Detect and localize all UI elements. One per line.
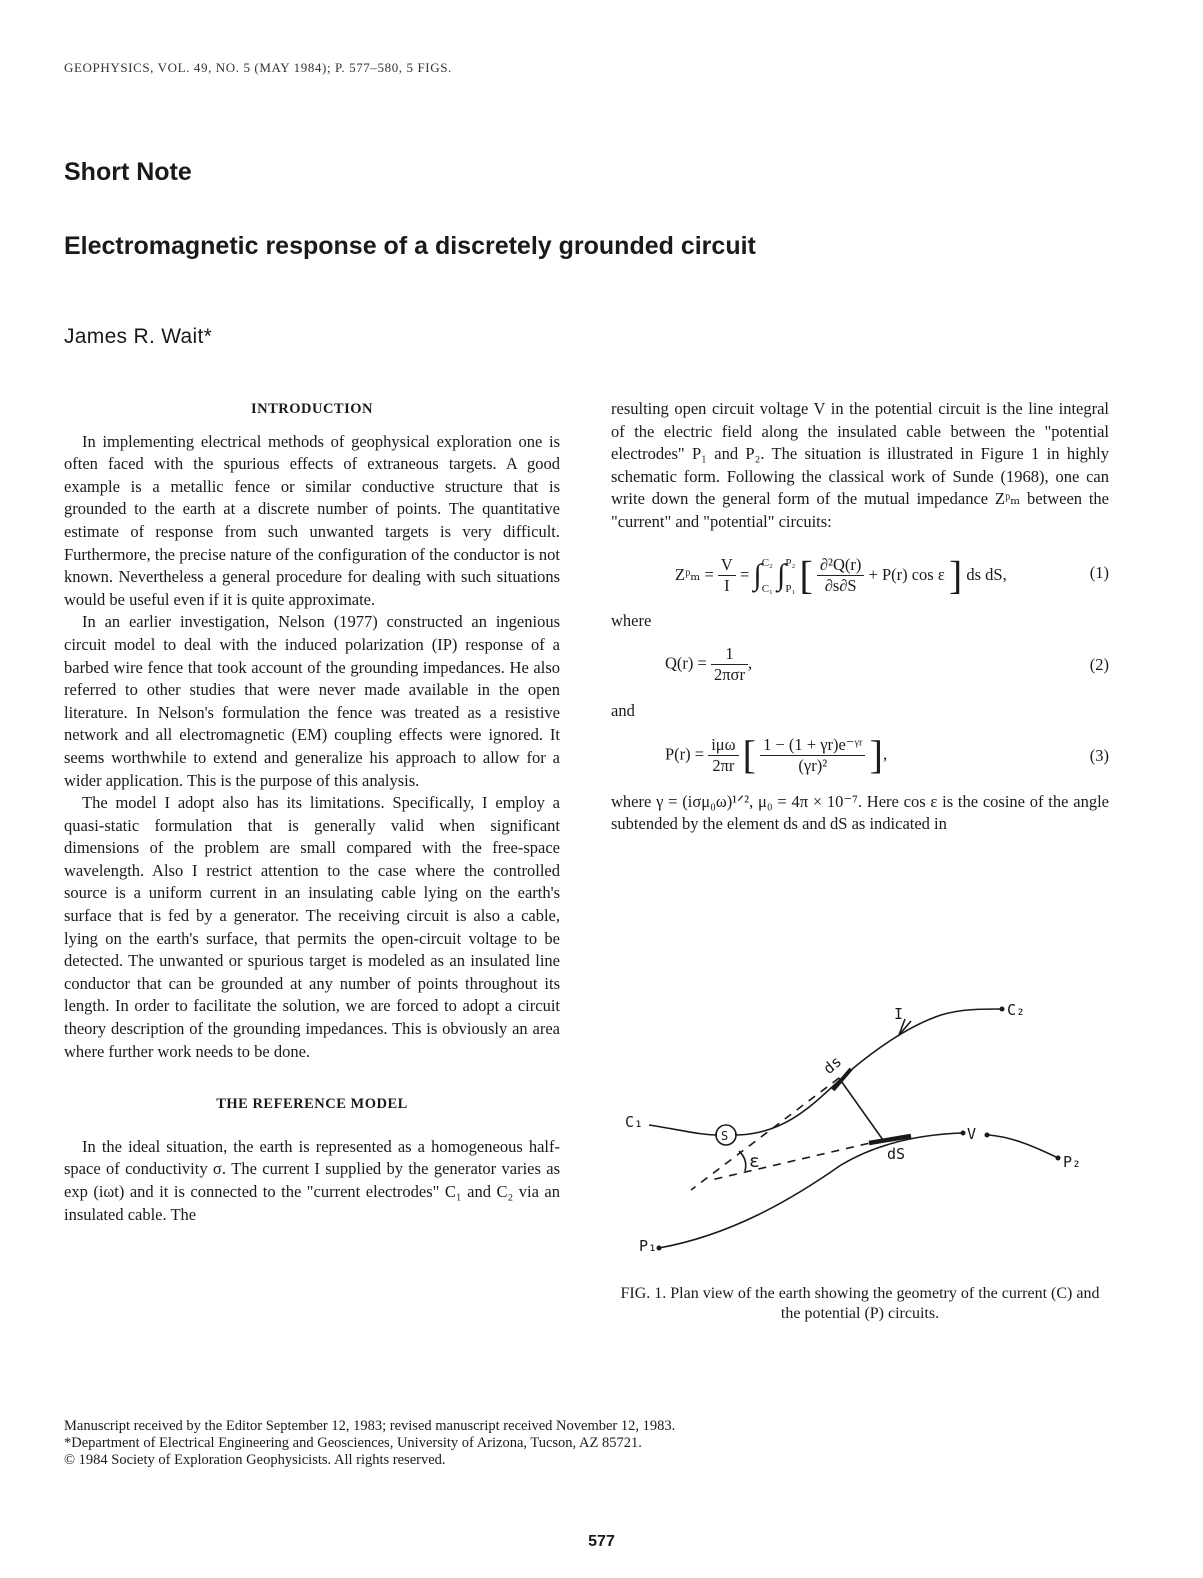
- paper-title: Electromagnetic response of a discretely grounded circuit: [64, 232, 756, 260]
- terminal-p1: [657, 1246, 662, 1251]
- eq3-fraction-inner: [760, 735, 865, 776]
- eq3-denominator: 2πr: [712, 755, 735, 775]
- terminal-p2: [1056, 1156, 1061, 1161]
- eq2-lhs: Q(r) =: [665, 653, 707, 673]
- connecting-line: [839, 1078, 883, 1140]
- page-number: 577: [588, 1533, 615, 1550]
- and-label: and: [611, 701, 635, 721]
- eq1-limit-c1: C₁: [761, 582, 773, 595]
- terminal-v-right: [985, 1133, 990, 1138]
- eq1-denominator: ∂s∂S: [824, 576, 857, 596]
- eq1-lhs: Zᵖₘ =: [675, 564, 718, 584]
- right-paragraph-1: resulting open circuit voltage V in the potential circuit is the line integral of the electric field along the insulated cable between the "potential electrodes" P₁ and P₂. The situation is illustrated in Figure 1 in highly schematic form. Following the classical work of Sunde (1968), one can write down the general form of the mutual impedance Zᵖₘ between the "current" and "potential" circuits:: [611, 399, 1109, 531]
- label-epsilon: ε: [749, 1151, 760, 1172]
- eq1-integral-1: ∫: [753, 558, 762, 592]
- label-ds: ds: [819, 1052, 846, 1078]
- left-column: [64, 398, 560, 1226]
- terminal-v-left: [961, 1131, 966, 1136]
- current-cable-left: [649, 1125, 717, 1135]
- eq1-denominator-i: I: [724, 576, 730, 596]
- author-name: James R. Wait*: [64, 325, 213, 348]
- figure-1-diagram: [611, 985, 1111, 1275]
- reference-model-heading: THE REFERENCE MODEL: [216, 1096, 408, 1113]
- eq1-limit-p1: P₁: [785, 582, 796, 595]
- eq2-fraction: [711, 644, 748, 685]
- current-cable-right: [735, 1009, 1001, 1135]
- footnotes: [64, 1418, 675, 1469]
- dashed-extension-ds: [691, 1078, 839, 1190]
- eq1-limit-c2: C₂: [761, 556, 773, 569]
- eq1-fraction-derivative: [817, 555, 865, 596]
- right-column: [611, 398, 1109, 836]
- equation-2: Q(r) = $\frac{1}{\text{2πσr}}$ , (2): [665, 644, 1109, 685]
- eq1-numerator-v: V: [718, 555, 736, 576]
- terminal-c2: [1000, 1007, 1005, 1012]
- label-c2: C₂: [1007, 1001, 1026, 1019]
- label-generator: S: [721, 1129, 729, 1143]
- caption-text: Plan view of the earth showing the geometry of the current (C) and the potential (P) circuits.: [670, 1285, 1100, 1322]
- eq2-denominator: 2πσr: [713, 665, 745, 685]
- journal-citation: GEOPHYSICS, VOL. 49, NO. 5 (MAY 1984); P. 577–580, 5 FIGS.: [64, 60, 452, 75]
- equation-3: P(r) = $\frac{\text{iμω}}{2\pi r}$ [ $\frac{\text{1 − (1 + γr)e⁻ᵞʳ}}{\text{(γr)²}}$ ], (3): [665, 731, 1109, 777]
- footnote-received: Manuscript received by the Editor September 12, 1983; revised manuscript received November 12, 1983.: [64, 1418, 676, 1434]
- eq1-limit-p2: P₂: [785, 556, 796, 569]
- label-voltage-V: V: [967, 1125, 977, 1143]
- eq1-fraction-vi: [718, 555, 736, 596]
- dashed-extension-dS: [711, 1140, 883, 1180]
- footnote-affiliation: *Department of Electrical Engineering and Geosciences, University of Arizona, Tucson, AZ 85721.: [64, 1435, 642, 1451]
- intro-paragraph-2: In an earlier investigation, Nelson (1977) constructed an ingenious circuit model to deal with the induced polarization (IP) response of a barbed wire fence that took account of the grounding impedances. He also referred to other studies that were never made available in the open literature. In Nelson's formulation the fence was treated as a resistive network and all electromagnetic (EM) coupling effects were ignored. It seems worthwhile to extend and generalize his approach to allow for a wider application. This is the purpose of this analysis.: [64, 612, 560, 790]
- label-dS: dS: [887, 1145, 906, 1163]
- figure-caption: [611, 1284, 1109, 1324]
- footnote-copyright: © 1984 Society of Exploration Geophysicists. All rights reserved.: [64, 1452, 446, 1468]
- label-current-I: I: [894, 1005, 904, 1023]
- reference-model-paragraph: In the ideal situation, the earth is represented as a homogeneous half-space of conductivity σ. The current I supplied by the generator varies as exp (iωt) and it is connected to the "current electrodes" C₁ and C₂ via an insulated cable. The: [64, 1136, 560, 1224]
- potential-cable-1: [659, 1133, 961, 1248]
- angle-arc: [739, 1151, 746, 1171]
- label-p2: P₂: [1063, 1153, 1082, 1171]
- label-p1: P₁: [639, 1237, 658, 1255]
- eq3-lhs: P(r) =: [665, 744, 705, 764]
- intro-paragraph-1: In implementing electrical methods of geophysical exploration one is often faced with the spurious effects of extraneous targets. A good example is a metallic fence or similar conductive structure that is grounded to the earth at a discrete number of points. The quantitative estimate of response from such unwanted targets is very difficult. Furthermore, the precise nature of the configuration of the conductor is not known. Nevertheless a general procedure for dealing with such situations would be useful even if it is quite approximate.: [64, 431, 560, 609]
- section-label: Short Note: [64, 158, 192, 186]
- eq2-numerator: 1: [711, 644, 748, 665]
- equation-1: Zᵖₘ = $\frac{V}{I}$ = ∫ C₂ C₁ ∫ P₂ P₁ [ $\frac{\text{∂²Q(r)}}{\partial s\partial S}$ + P(r) cos ε ] ds dS, (1): [611, 540, 1109, 610]
- intro-paragraph-3: The model I adopt also has its limitations. Specifically, I employ a quasi-static formulation that is generally valid when significant dimensions of the problem are small compared with the free-space wavelength. Also I restrict attention to the case where the controlled source is a uniform current in an insulating cable lying on the earth's surface that is fed by a generator. The receiving circuit is also a cable, lying on the earth's surface, that permits the open-circuit voltage to be detected. The unwanted or spurious target is modeled as an insulated line conductor that can be grounded at any number of points throughout its length. In order to facilitate the solution, we are forced to adopt a circuit theory description of the grounding impedances. This is obviously an area where further work needs to be done.: [64, 793, 560, 1061]
- eq2-number: (2): [1089, 655, 1109, 675]
- eq3-fraction-outer: [708, 735, 738, 776]
- eq1-differentials: ds dS,: [966, 564, 1007, 584]
- right-paragraph-2: where γ = (iσμ₀ω)¹ᐟ², μ₀ = 4π × 10⁻⁷. Here cos ε is the cosine of the angle subtended by the element ds and dS as indicated in: [611, 791, 1109, 834]
- introduction-heading: INTRODUCTION: [250, 401, 373, 417]
- eq3-number: (3): [1089, 745, 1109, 765]
- caption-prefix: FIG. 1.: [620, 1285, 667, 1302]
- label-c1: C₁: [625, 1113, 644, 1131]
- where-label: where: [611, 610, 652, 630]
- eq3-numerator: iμω: [708, 735, 738, 756]
- eq1-numerator: ∂²Q(r): [817, 555, 865, 576]
- eq3-inner-denominator: (γr)²: [798, 755, 828, 775]
- eq1-tail: + P(r) cos ε: [868, 564, 945, 584]
- eq3-inner-numerator: 1 − (1 + γr)e⁻ᵞʳ: [760, 735, 865, 756]
- eq1-integral-2: ∫: [777, 558, 786, 592]
- eq1-number: (1): [1089, 562, 1109, 582]
- figure-1: [611, 985, 1111, 1275]
- potential-cable-2: [989, 1135, 1056, 1157]
